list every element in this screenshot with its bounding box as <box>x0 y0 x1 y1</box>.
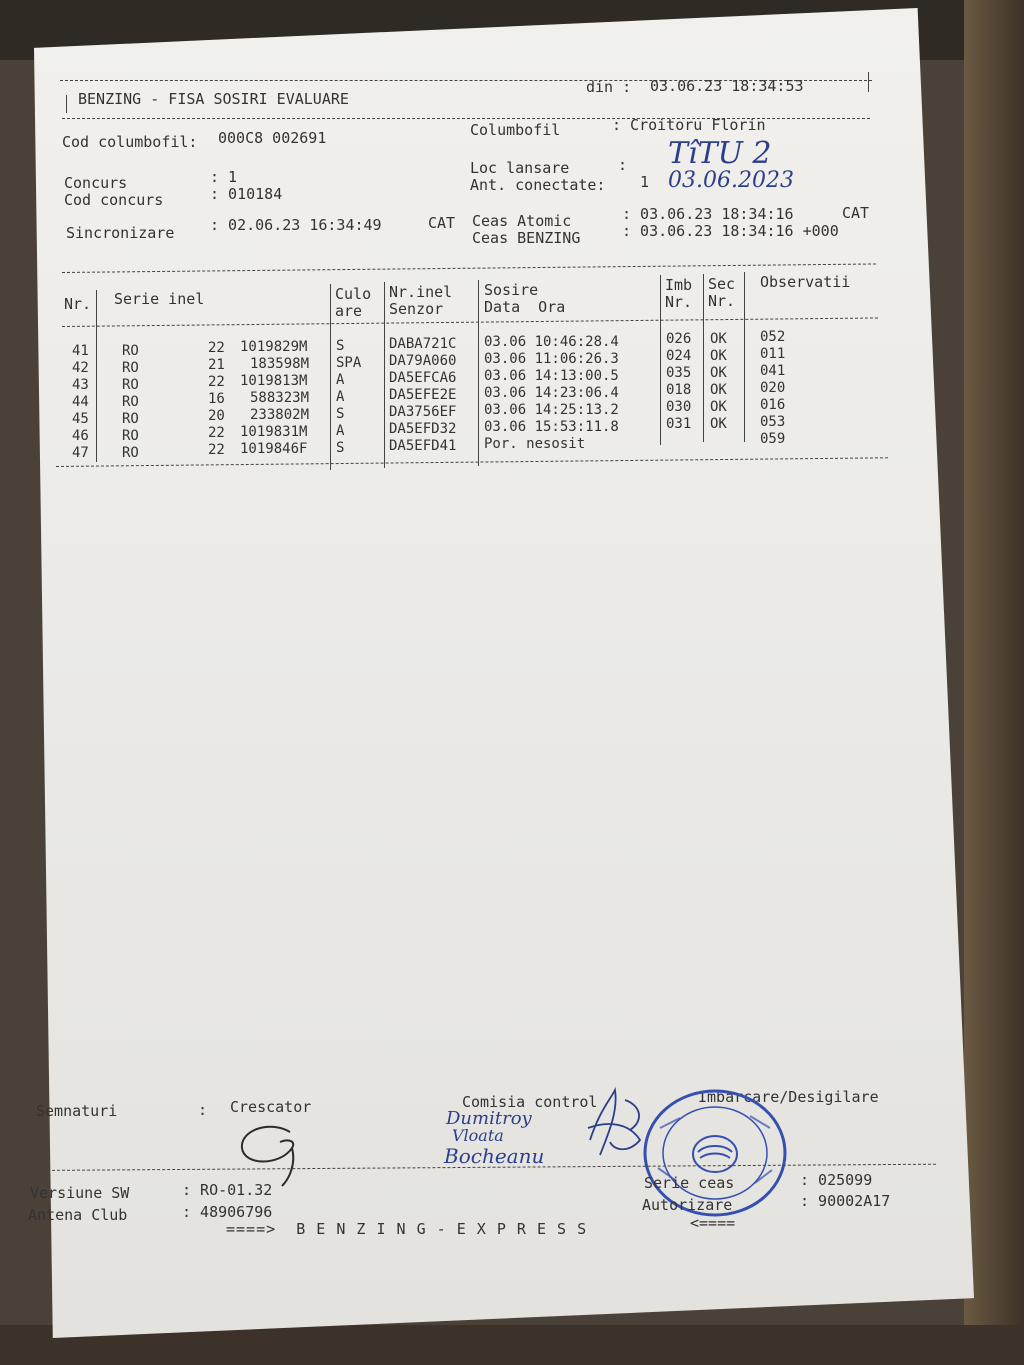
col-header-observatii: Observatii <box>760 273 851 291</box>
col-header-sosire: Sosire <box>484 281 539 299</box>
cell-country: RO <box>122 343 139 359</box>
commission-name-1: Dumitroy <box>446 1108 532 1129</box>
print-date-value: 03.06.23 18:34:53 <box>650 77 804 95</box>
table-header-divider <box>62 317 878 327</box>
concurs-value: : 1 <box>210 168 238 186</box>
cell-year: 21 <box>208 357 225 373</box>
commission-name-2: Vloata <box>452 1126 504 1145</box>
cell-country: RO <box>122 360 139 376</box>
cell-sec: OK <box>710 331 727 347</box>
cell-imb: 018 <box>666 382 692 398</box>
col-header-culo: Culo <box>335 285 372 303</box>
ceas-atomic-value: : 03.06.23 18:34:16 <box>622 205 794 223</box>
cell-year: 20 <box>208 408 225 424</box>
cell-sec: OK <box>710 416 727 432</box>
ceas-atomic-cat: CAT <box>842 204 870 222</box>
semnaturi-colon: : <box>198 1101 208 1119</box>
cell-year: 22 <box>208 340 225 356</box>
col-header-are: are <box>335 302 363 320</box>
sincronizare-cat: CAT <box>428 214 456 232</box>
cell-arrival: 03.06 14:23:06.4 <box>484 385 619 401</box>
cod-columbofil-label: Cod columbofil: <box>62 133 198 151</box>
loc-lansare-handwritten: TîTU 2 <box>668 136 772 171</box>
concurs-label: Concurs <box>64 174 128 192</box>
cell-arrival: 03.06 14:25:13.2 <box>484 402 619 418</box>
col-sep-6 <box>703 274 704 442</box>
cell-nr: 46 <box>72 428 89 444</box>
cell-imb: 024 <box>666 348 692 364</box>
cell-sensor: DA5EFD41 <box>389 438 457 454</box>
col-header-nr: Nr. <box>64 295 92 313</box>
cell-color: S <box>336 406 345 422</box>
cell-ring: 1019813M <box>240 373 308 389</box>
cell-year: 22 <box>208 425 225 441</box>
cell-color: A <box>336 372 345 388</box>
col-sep-2 <box>330 284 331 470</box>
cod-columbofil-value: 000C8 002691 <box>218 129 327 147</box>
cell-sensor: DA79A060 <box>389 353 457 369</box>
col-sep-1 <box>96 290 97 462</box>
cell-country: RO <box>122 428 139 444</box>
ceas-benzing-label: Ceas BENZING <box>472 229 581 247</box>
cell-sensor: DABA721C <box>389 336 457 352</box>
cell-obs: 020 <box>760 380 786 396</box>
commission-name-3: Bocheanu <box>444 1144 545 1168</box>
col-header-data-ora: Data Ora <box>484 298 566 316</box>
cell-arrival: Por. nesosit <box>484 436 586 452</box>
col-sep-3 <box>384 282 385 468</box>
col-sep-5 <box>660 275 661 445</box>
cell-nr: 45 <box>72 411 89 427</box>
cell-sec: OK <box>710 365 727 381</box>
ant-conectate-value: 1 <box>640 173 650 191</box>
cell-arrival: 03.06 15:53:11.8 <box>484 419 619 435</box>
loc-lansare-colon: : <box>618 156 628 174</box>
cell-country: RO <box>122 377 139 393</box>
cod-concurs-value: : 010184 <box>210 185 283 203</box>
comisia-control-label: Comisia control <box>462 1093 598 1111</box>
cell-sensor: DA3756EF <box>389 404 457 420</box>
breeder-signature <box>230 1118 310 1188</box>
cell-country: RO <box>122 394 139 410</box>
cell-arrival: 03.06 10:46:28.4 <box>484 334 619 350</box>
col-header-imb: Imb <box>665 276 693 294</box>
antena-club-label: Antena Club <box>28 1206 128 1224</box>
cell-ring: 1019831M <box>240 424 308 440</box>
cell-ring: 588323M <box>250 390 310 406</box>
cell-color: S <box>336 338 345 354</box>
print-date-label: din : <box>586 78 632 96</box>
cell-color: A <box>336 423 345 439</box>
cell-year: 16 <box>208 391 225 407</box>
cell-sensor: DA5EFD32 <box>389 421 457 437</box>
cell-country: RO <box>122 445 139 461</box>
cell-obs: 011 <box>760 346 786 362</box>
cell-sensor: DA5EFCA6 <box>389 370 457 386</box>
cell-imb: 031 <box>666 416 692 432</box>
table-bottom-border <box>56 457 888 467</box>
cell-country: RO <box>122 411 139 427</box>
col-sep-4 <box>478 280 479 466</box>
cell-nr: 43 <box>72 377 89 393</box>
columbofil-label: Columbofil <box>470 121 561 139</box>
cell-year: 22 <box>208 374 225 390</box>
cell-arrival: 03.06 14:13:00.5 <box>484 368 619 384</box>
cell-color: SPA <box>336 355 362 371</box>
col-header-serie: Serie inel <box>114 290 205 308</box>
antena-club-value: : 48906796 <box>182 1203 273 1221</box>
imbarcare-label: Imbarcare/Desigilare <box>698 1088 879 1106</box>
header-right-bar <box>868 72 869 92</box>
cell-ring: 183598M <box>250 356 310 372</box>
columbofil-value: : Croitoru Florin <box>612 116 766 134</box>
benzing-express-banner: ====> B E N Z I N G - E X P R E S S <box>226 1220 588 1238</box>
cell-nr: 44 <box>72 394 89 410</box>
table-top-border <box>62 263 876 273</box>
col-header-nrinel: Nr.inel <box>389 283 453 301</box>
serie-ceas-label: Serie ceas <box>644 1174 735 1192</box>
cell-obs: 059 <box>760 431 786 447</box>
loc-lansare-label: Loc lansare <box>470 159 570 177</box>
ceas-atomic-label: Ceas Atomic <box>472 212 572 230</box>
cell-ring: 1019829M <box>240 339 308 355</box>
cell-color: A <box>336 389 345 405</box>
header-left-bar <box>66 95 67 113</box>
cod-concurs-label: Cod concurs <box>64 191 164 209</box>
cell-obs: 052 <box>760 329 786 345</box>
cell-sec: OK <box>710 348 727 364</box>
cell-sec: OK <box>710 399 727 415</box>
cell-obs: 053 <box>760 414 786 430</box>
cell-nr: 42 <box>72 360 89 376</box>
launch-date-handwritten: 03.06.2023 <box>668 168 794 193</box>
ceas-benzing-value: : 03.06.23 18:34:16 +000 <box>622 222 839 240</box>
arrow-tail: <==== <box>690 1214 736 1232</box>
ant-conectate-label: Ant. conectate: <box>470 176 606 194</box>
semnaturi-label: Semnaturi <box>36 1102 118 1120</box>
autorizare-value: : 90002A17 <box>800 1192 891 1210</box>
col-header-sec: Sec <box>708 275 736 293</box>
cell-color: S <box>336 440 345 456</box>
sincronizare-value: : 02.06.23 16:34:49 <box>210 216 382 234</box>
col-header-senzor: Senzor <box>389 300 444 318</box>
col-sep-7 <box>744 272 745 442</box>
versiune-sw-value: : RO-01.32 <box>182 1181 273 1199</box>
col-header-imb-nr: Nr. <box>665 293 693 311</box>
cell-nr: 41 <box>72 343 89 359</box>
document-title: BENZING - FISA SOSIRI EVALUARE <box>78 90 349 108</box>
versiune-sw-label: Versiune SW <box>30 1184 130 1202</box>
cell-ring: 1019846F <box>240 441 308 457</box>
cell-sec: OK <box>710 382 727 398</box>
cell-ring: 233802M <box>250 407 310 423</box>
cell-sensor: DA5EFE2E <box>389 387 457 403</box>
cell-year: 22 <box>208 442 225 458</box>
sincronizare-label: Sincronizare <box>66 224 175 242</box>
autorizare-label: Autorizare <box>642 1196 733 1214</box>
cell-imb: 026 <box>666 331 692 347</box>
cell-arrival: 03.06 11:06:26.3 <box>484 351 619 367</box>
cell-obs: 041 <box>760 363 786 379</box>
serie-ceas-value: : 025099 <box>800 1171 873 1189</box>
col-header-sec-nr: Nr. <box>708 292 736 310</box>
cell-imb: 030 <box>666 399 692 415</box>
cell-nr: 47 <box>72 445 89 461</box>
cell-obs: 016 <box>760 397 786 413</box>
cell-imb: 035 <box>666 365 692 381</box>
crescator-label: Crescator <box>230 1098 312 1116</box>
